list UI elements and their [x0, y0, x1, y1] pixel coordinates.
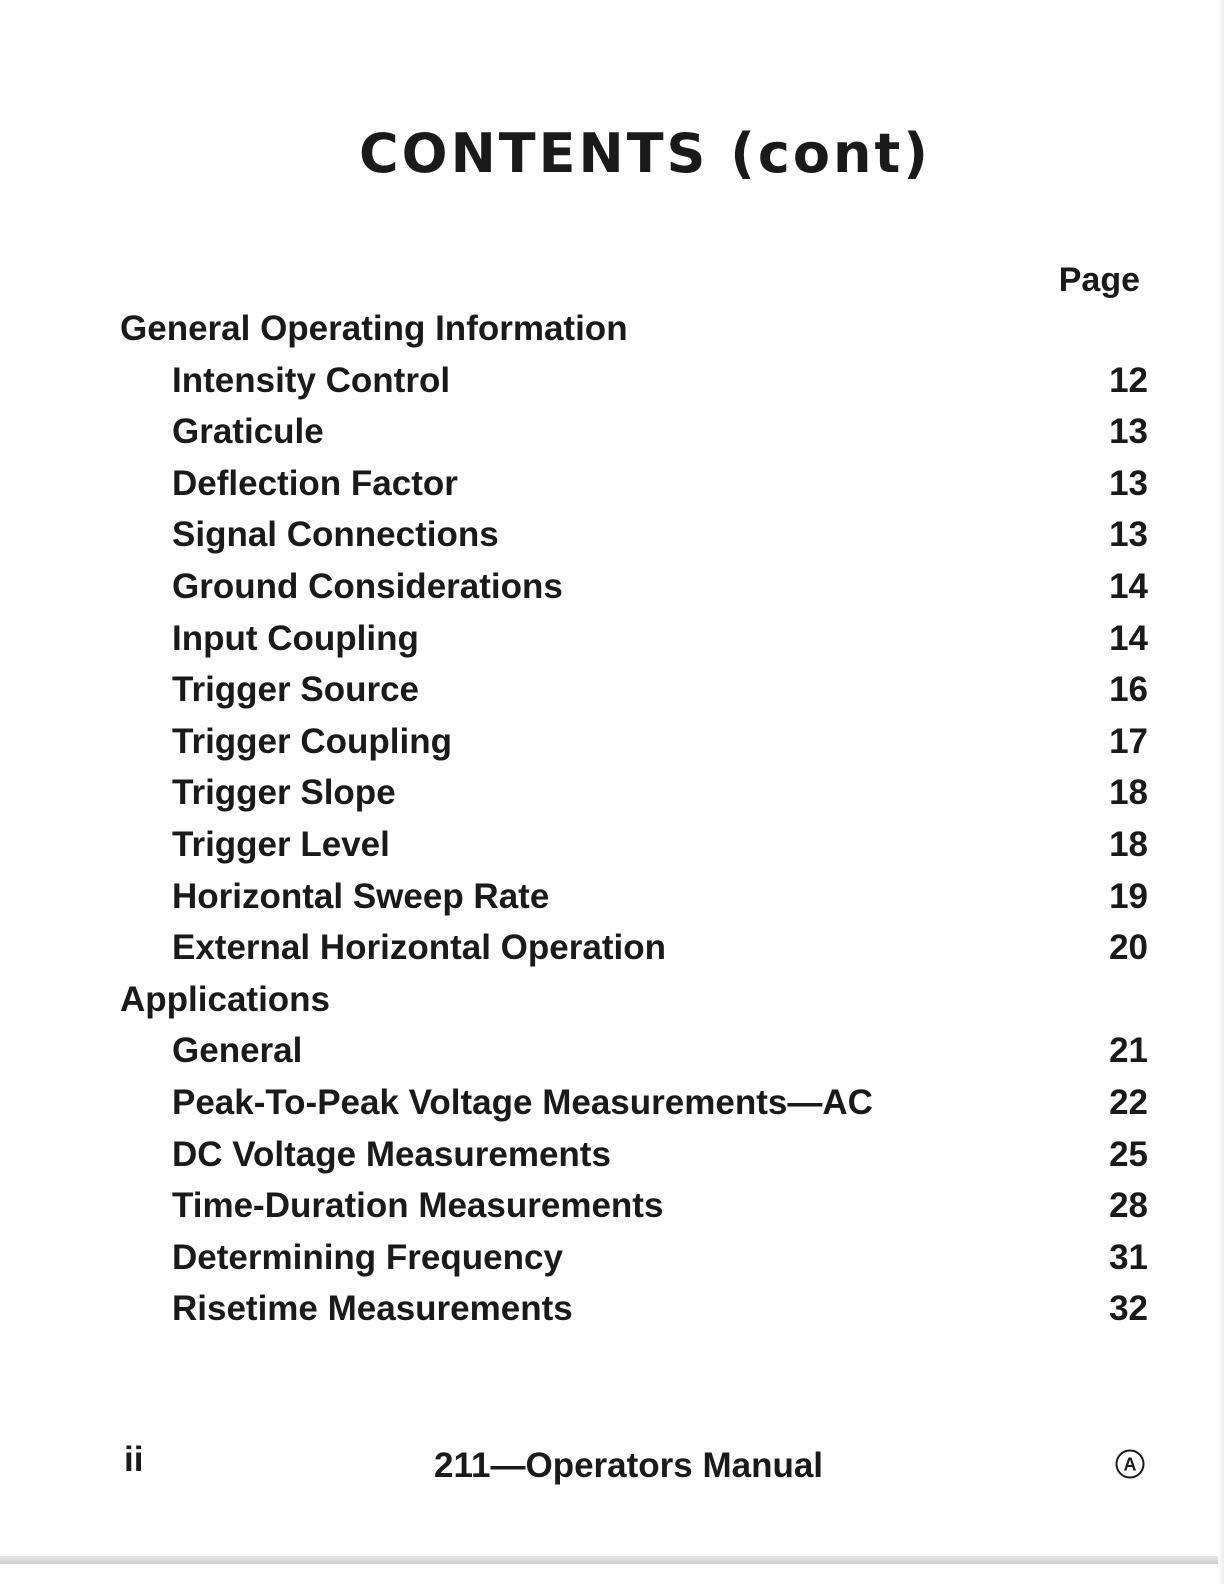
- toc-section-heading: [120, 303, 1148, 355]
- toc-section-label: Applications: [120, 979, 331, 1019]
- toc-entry: [120, 716, 1148, 768]
- toc-entry: [120, 561, 1148, 613]
- toc-entry-label: Trigger Level: [172, 824, 390, 864]
- toc-entry-page-number: 13: [1109, 515, 1148, 555]
- toc-entry-page-number: 16: [1109, 670, 1148, 710]
- toc-entry-label: Intensity Control: [172, 360, 451, 400]
- toc-entry-page-number: 17: [1109, 721, 1148, 761]
- toc-entry-page-number: 22: [1109, 1082, 1148, 1122]
- toc-entry: [120, 613, 1148, 665]
- toc-entry-page-number: 31: [1109, 1237, 1148, 1277]
- footer-manual-title: 211—Operators Manual: [434, 1446, 824, 1485]
- toc-entry: [120, 1129, 1148, 1181]
- toc-entry: [120, 406, 1148, 458]
- toc-entry-label: Risetime Measurements: [172, 1289, 573, 1329]
- toc-entry-page-number: 19: [1109, 876, 1148, 916]
- toc-section-label: General Operating Information: [120, 309, 628, 348]
- toc-entry: [120, 1077, 1148, 1129]
- toc-entry-label: Signal Connections: [172, 515, 499, 555]
- toc-entry-page-number: 32: [1109, 1289, 1148, 1329]
- toc-entry: [120, 509, 1148, 561]
- toc-entry-page-number: 20: [1109, 928, 1148, 968]
- toc-entry: [120, 1180, 1148, 1232]
- toc-entry-page-number: 28: [1109, 1186, 1148, 1226]
- toc-entry: [120, 767, 1148, 819]
- toc-entry-label: Determining Frequency: [172, 1237, 563, 1277]
- toc-entry-page-number: 21: [1109, 1031, 1148, 1071]
- toc-entry-label: External Horizontal Operation: [172, 928, 666, 968]
- toc-entry-page-number: 14: [1109, 566, 1148, 606]
- toc-entry-page-number: 18: [1109, 773, 1148, 813]
- toc-entry: [120, 1232, 1148, 1284]
- toc-entry: [120, 922, 1148, 974]
- toc-entry-page-number: 14: [1109, 618, 1148, 658]
- toc-entry-label: Trigger Slope: [172, 773, 396, 813]
- toc-entry: [120, 871, 1148, 923]
- toc-entry-page-number: 13: [1109, 463, 1148, 503]
- toc-entry-label: General: [172, 1031, 303, 1071]
- toc-entry-label: Trigger Coupling: [172, 721, 452, 761]
- toc-entry-page-number: 18: [1109, 824, 1148, 864]
- toc-entry: [120, 819, 1148, 871]
- page-footer: [0, 1440, 1224, 1500]
- toc-entry: [120, 355, 1148, 407]
- toc-entry-label: Input Coupling: [172, 618, 419, 658]
- svg-text:A: A: [1123, 1454, 1137, 1475]
- toc-entry: [120, 1025, 1148, 1077]
- toc-entry-page-number: 25: [1109, 1134, 1148, 1174]
- scan-right-edge: [1218, 0, 1224, 1584]
- toc-entry-label: Graticule: [172, 412, 324, 452]
- page-title: CONTENTS (cont): [359, 122, 931, 185]
- toc-entry-page-number: 13: [1109, 412, 1148, 452]
- toc-entry-label: Ground Considerations: [172, 566, 563, 606]
- toc-entry-label: Deflection Factor: [172, 463, 458, 503]
- toc-entry-label: DC Voltage Measurements: [172, 1134, 611, 1174]
- toc-entry-label: Trigger Source: [172, 670, 420, 710]
- toc-entry: [120, 458, 1148, 510]
- toc-entry-label: Time-Duration Measurements: [172, 1186, 664, 1226]
- circled-a-icon: [1114, 1448, 1146, 1480]
- scan-bottom-edge: [0, 1556, 1224, 1564]
- toc-entry-page-number: 12: [1109, 360, 1148, 400]
- toc-entry-label: Horizontal Sweep Rate: [172, 876, 550, 916]
- toc-section-heading: [120, 974, 1148, 1026]
- toc-entry: [120, 664, 1148, 716]
- page-column-header: Page: [1058, 261, 1140, 299]
- toc-entry: [120, 1283, 1148, 1335]
- table-of-contents: [120, 303, 1148, 1335]
- footer-page-number: ii: [124, 1440, 144, 1479]
- toc-entry-label: Peak-To-Peak Voltage Measurements—AC: [172, 1082, 873, 1122]
